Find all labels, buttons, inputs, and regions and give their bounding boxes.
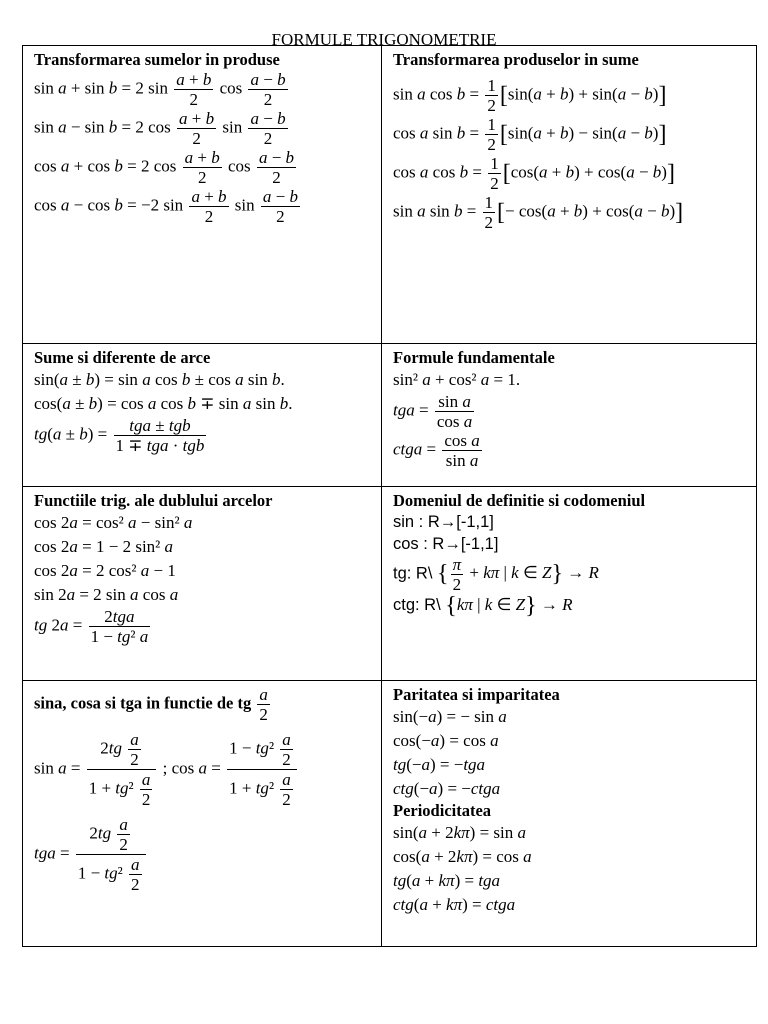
formula-cos-double-2: cos 2a = 1 − 2 sin² a: [34, 537, 174, 556]
tg-domain-prefix: tg: R\: [393, 564, 433, 583]
formula-ctg-definition: ctga = $\frac{\text{cos a}}{\text{sin a}}$: [393, 431, 480, 470]
sum-to-product-cell: [23, 46, 382, 344]
formula-ctg-period: ctg(a + kπ) = ctga: [393, 895, 516, 914]
fundamental-cell: [382, 344, 757, 487]
formula-cos-sum-arcs: cos(a ± b) = cos a cos b ∓ sin a sin b.: [34, 394, 293, 413]
formula-sin-sum-arcs: sin(a ± b) = sin a cos b ± cos a sin b.: [34, 370, 285, 389]
formula-cos-double-3: cos 2a = 2 cos² a − 1: [34, 561, 176, 580]
formula-table: [22, 45, 757, 947]
table-row: [23, 344, 757, 487]
parity-periodicity-cell: [382, 681, 757, 947]
formula-sin-cos-product: sin a cos b = $\frac{1}{2}$ [sin(a + b) + sin(a − b)]: [393, 76, 667, 115]
sum-to-product-heading: Transformarea sumelor in produse: [34, 50, 280, 69]
formula-sin-sin-product: sin a sin b = $\frac{1}{2}$ [− cos(a + b) + cos(a − b)]: [393, 193, 684, 232]
ctg-domain-prefix: ctg: R\: [393, 596, 441, 614]
domain-heading: Domeniul de definitie si codomeniul: [393, 491, 646, 510]
formula-cos-sum: cos a + cos b = 2 cos $\frac{a + b}{2}$ cos $\frac{a - b}{2}$: [34, 148, 295, 187]
sum-diff-arcs-heading: Sume si diferente de arce: [34, 348, 211, 367]
formula-tg-sum-arcs: tg(a ± b) = $\frac{\text{tga ± tgb}}{\text{1 ∓ tga · tgb}}$: [34, 416, 205, 455]
fundamental-heading: Formule fundamentale: [393, 348, 555, 367]
tg-domain-set: { $\frac{\pi}{2}$ + kπ | k ∈ Z} → R: [437, 555, 599, 594]
formula-pythagorean: sin² a + cos² a = 1.: [393, 370, 521, 389]
table-row: [23, 681, 757, 947]
product-to-sum-heading: Transformarea produselor in sume: [393, 50, 639, 69]
formula-cos-diff: cos a − cos b = −2 sin $\frac{a + b}{2}$ sin $\frac{a - b}{2}$: [34, 187, 298, 226]
formula-cos-period: cos(a + 2kπ) = cos a: [393, 847, 532, 866]
half-angle-heading-text: sina, cosa si tga in functie de tg: [34, 693, 252, 713]
parity-heading: Paritatea si imparitatea: [393, 685, 560, 704]
formula-sin-cos-half: sin a = 2tg $\frac{a}{2}$ 1 + tg² $\frac{a}{2}$ ; cos a = 1 − tg² $\frac{a}{2}$ 1 + tg² $\frac{a}{2}$: [34, 730, 371, 809]
half-angle-heading: sina, cosa si tga in functie de tg $\frac{a}{2}$: [34, 685, 268, 724]
formula-tg-odd: tg(−a) = −tga: [393, 755, 486, 774]
formula-tg-definition: tga = $\frac{\text{sin a}}{\text{cos a}}$: [393, 392, 473, 431]
formula-tg-double: tg 2a = $\frac{\text{2tga}}{\text{1 − tg² a}}$: [34, 607, 149, 646]
double-arc-cell: [23, 487, 382, 681]
formula-cos-double-1: cos 2a = cos² a − sin² a: [34, 513, 193, 532]
double-arc-heading: Functiile trig. ale dublului arcelor: [34, 491, 273, 510]
formula-cos-cos-product: cos a cos b = $\frac{1}{2}$ [cos(a + b) + cos(a − b)]: [393, 154, 675, 193]
formula-cos-even: cos(−a) = cos a: [393, 731, 499, 750]
formula-sin-double: sin 2a = 2 sin a cos a: [34, 585, 179, 604]
table-row: [23, 46, 757, 344]
ctg-domain-set: {kπ | k ∈ Z} → R: [445, 593, 573, 620]
tg-domain: [393, 555, 746, 594]
table-row: [23, 487, 757, 681]
sum-diff-arcs-cell: [23, 344, 382, 487]
formula-tg-half: tga = 2tg $\frac{a}{2}$ 1 − tg² $\frac{a}{2}$: [34, 815, 371, 894]
formula-sin-period: sin(a + 2kπ) = sin a: [393, 823, 526, 842]
cos-domain: cos : R→[-1,1]: [393, 535, 499, 553]
formula-tg-period: tg(a + kπ) = tga: [393, 871, 501, 890]
domain-cell: [382, 487, 757, 681]
half-angle-cell: [23, 681, 382, 947]
formula-sin-odd: sin(−a) = − sin a: [393, 707, 507, 726]
formula-cos-sin-product: cos a sin b = $\frac{1}{2}$ [sin(a + b) − sin(a − b)]: [393, 115, 667, 154]
ctg-domain: [393, 594, 746, 618]
sin-domain: sin : R→[-1,1]: [393, 513, 494, 531]
product-to-sum-cell: [382, 46, 757, 344]
formula-sin-diff: sin a − sin b = 2 cos $\frac{a + b}{2}$ sin $\frac{a - b}{2}$: [34, 109, 286, 148]
periodicity-heading: Periodicitatea: [393, 801, 492, 820]
formula-sin-sum: sin a + sin b = 2 sin $\frac{a + b}{2}$ cos $\frac{a - b}{2}$: [34, 70, 286, 109]
formula-ctg-odd: ctg(−a) = −ctga: [393, 779, 501, 798]
document-title: FORMULE TRIGONOMETRIE: [271, 30, 497, 49]
